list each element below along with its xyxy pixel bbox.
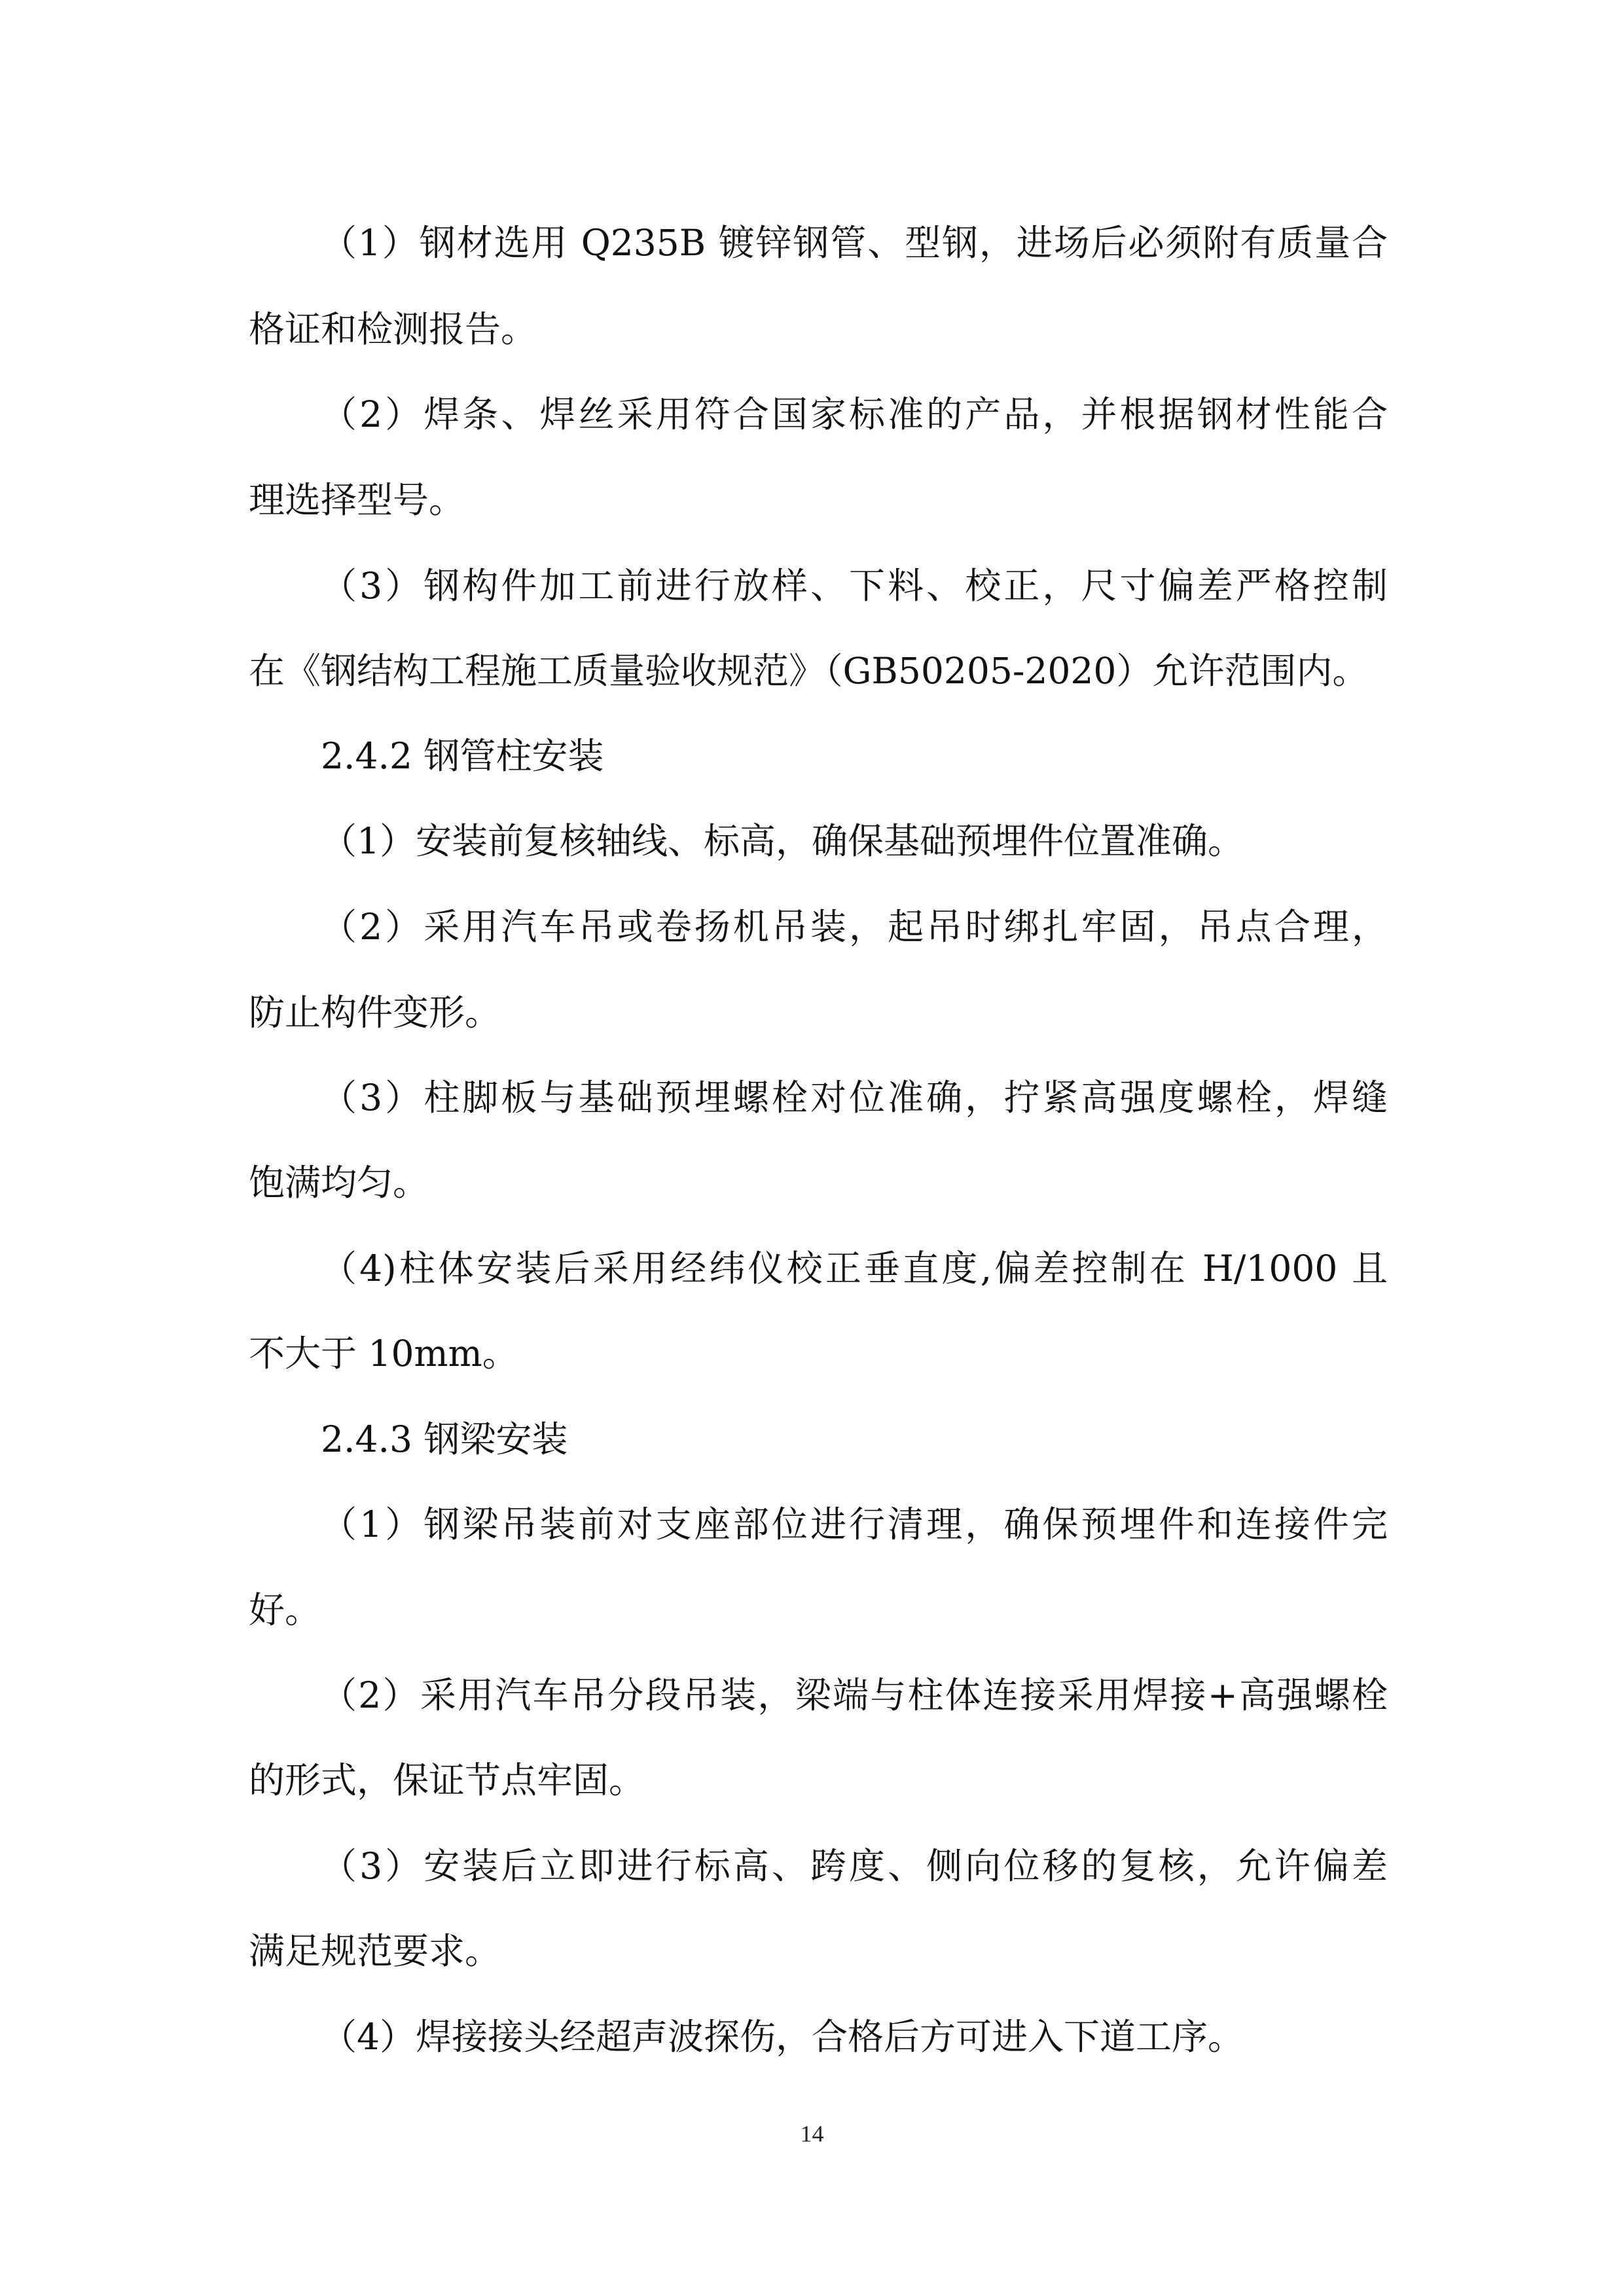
paragraph-line: 的形式，保证节点牢固。	[249, 1759, 645, 1801]
paragraph-line: 满足规范要求。	[249, 1930, 501, 1972]
page-number: 14	[800, 2121, 824, 2147]
paragraph-line: （1）钢梁吊装前对支座部位进行清理，确保预埋件和连接件完	[321, 1503, 1388, 1545]
paragraph-line: （3）安装后立即进行标高、跨度、侧向位移的复核，允许偏差	[321, 1845, 1388, 1887]
section-heading: 2.4.2 钢管柱安装	[321, 735, 604, 777]
paragraph-line: 饱满均匀。	[249, 1162, 429, 1204]
paragraph-line: （3）钢构件加工前进行放样、下料、校正，尺寸偏差严格控制	[321, 565, 1388, 607]
paragraph-line: （2）焊条、焊丝采用符合国家标准的产品，并根据钢材性能合	[321, 393, 1388, 435]
paragraph-line: 防止构件变形。	[249, 992, 501, 1033]
paragraph-line: 不大于 10mm。	[249, 1333, 518, 1374]
paragraph-line: （2）采用汽车吊或卷扬机吊装，起吊时绑扎牢固，吊点合理，	[321, 906, 1388, 948]
section-heading: 2.4.3 钢梁安装	[321, 1418, 568, 1460]
paragraph-line: 格证和检测报告。	[249, 308, 537, 350]
paragraph-line: 在《钢结构工程施工质量验收规范》（GB50205-2020）允许范围内。	[249, 650, 1369, 692]
paragraph-line: （1）安装前复核轴线、标高，确保基础预埋件位置准确。	[321, 820, 1244, 862]
paragraph-line: （2）采用汽车吊分段吊装，梁端与柱体连接采用焊接+高强螺栓	[321, 1674, 1388, 1716]
paragraph-line: （1）钢材选用 Q235B 镀锌钢管、型钢，进场后必须附有质量合	[321, 222, 1388, 264]
paragraph-line: （4)柱体安装后采用经纬仪校正垂直度,偏差控制在 H/1000 且	[321, 1247, 1388, 1289]
paragraph-line: 好。	[249, 1589, 321, 1631]
paragraph-line: 理选择型号。	[249, 479, 465, 521]
paragraph-line: （4）焊接接头经超声波探伤，合格后方可进入下道工序。	[321, 2016, 1244, 2058]
paragraph-line: （3）柱脚板与基础预埋螺栓对位准确，拧紧高强度螺栓，焊缝	[321, 1077, 1388, 1119]
